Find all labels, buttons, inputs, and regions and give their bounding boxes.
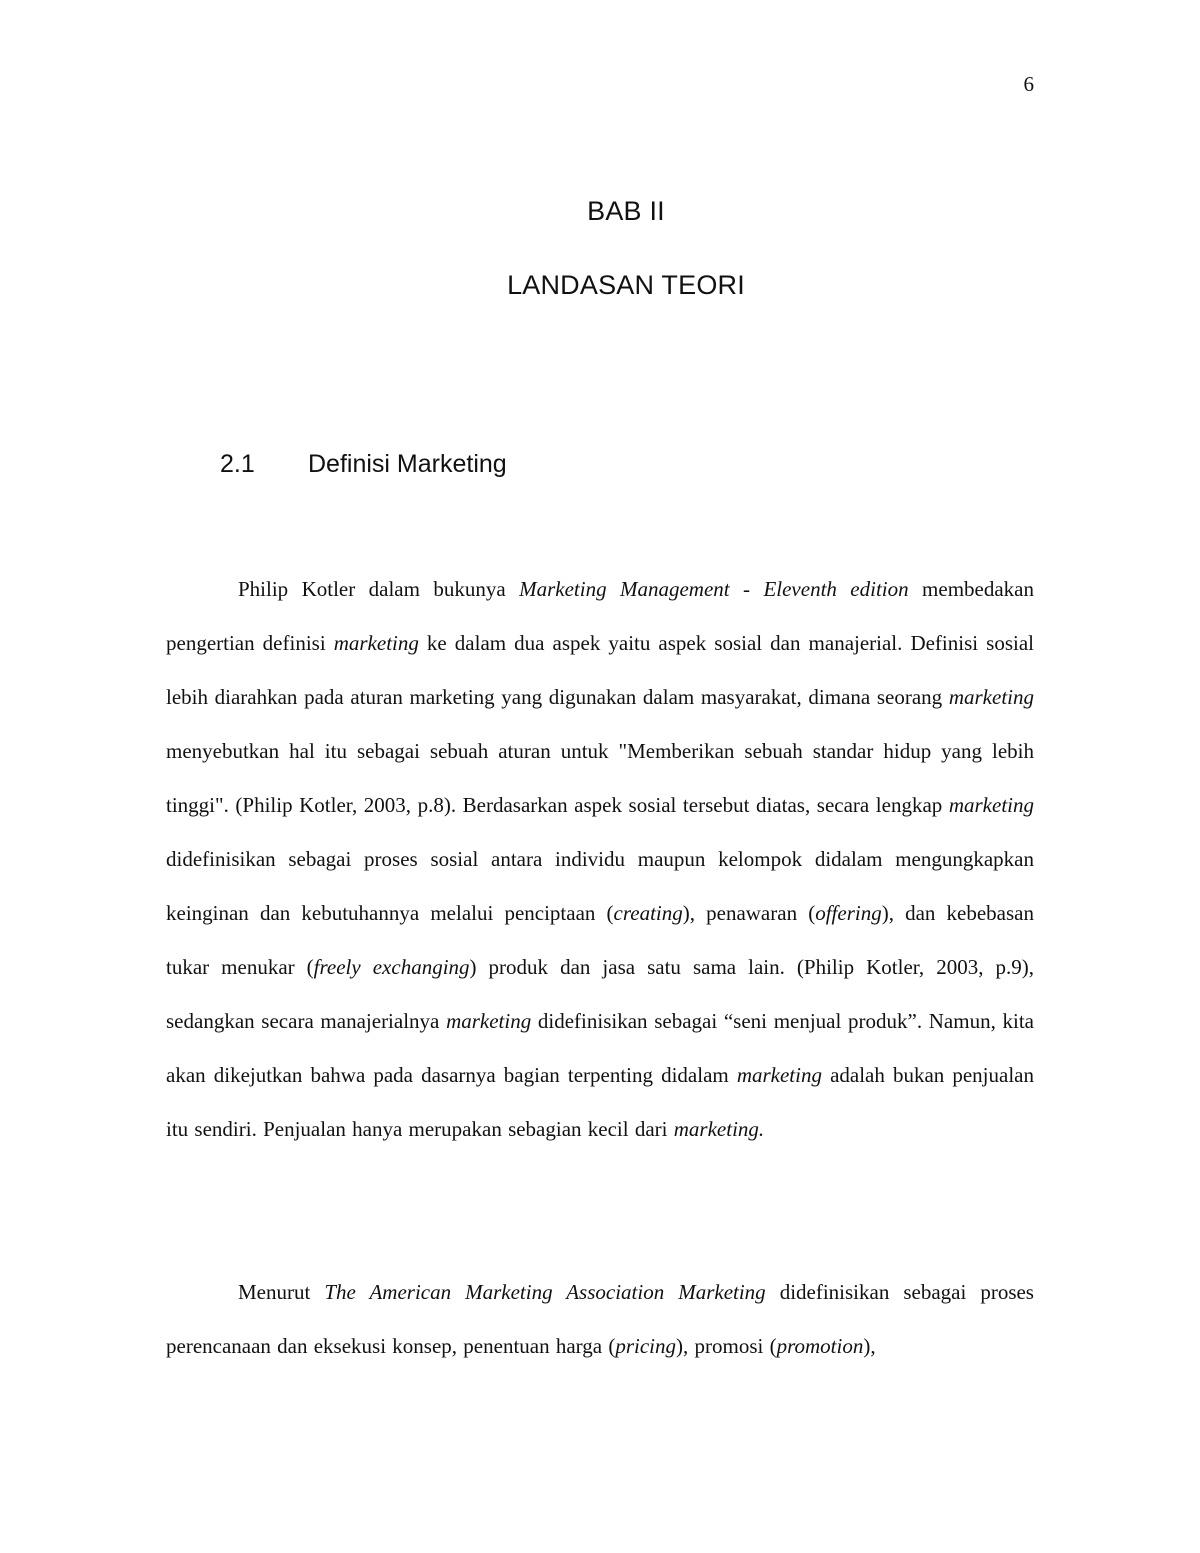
italic-term: marketing — [948, 685, 1034, 709]
section-title: Definisi Marketing — [308, 450, 507, 478]
organization-name: The American Marketing Association Marketing — [324, 1280, 766, 1304]
page-number: 6 — [1023, 72, 1034, 96]
text-run: ), — [863, 1334, 876, 1358]
section-heading — [220, 450, 507, 479]
paragraph-1-text — [166, 562, 1034, 1156]
text-run: didefinisikan sebagai “seni menjual produk”. Namun, kita akan dikejutkan bahwa pada dasarnya bagian terpenting didalam — [166, 1009, 1034, 1087]
italic-term: marketing — [948, 793, 1034, 817]
text-run: adalah bukan penjualan itu sendiri. Penjualan hanya merupakan sebagian kecil dari — [166, 1063, 1034, 1141]
text-run: membedakan pengertian definisi — [166, 577, 1035, 655]
text-run: didefinisikan sebagai proses sosial antara individu maupun kelompok didalam mengungkapkan keinginan dan kebutuhannya melalui penciptaan ( — [166, 847, 1034, 925]
text-run: didefinisikan sebagai proses perencanaan dan eksekusi konsep, penentuan harga ( — [166, 1280, 1034, 1358]
paragraph-2-text — [166, 1265, 1034, 1373]
text-run: ke dalam dua aspek yaitu aspek sosial dan manajerial. Definisi sosial lebih diarahkan pada aturan marketing yang digunakan dalam masyarakat, dimana seorang — [166, 631, 1034, 709]
text-run: ), penawaran ( — [682, 901, 816, 925]
italic-term: promotion — [776, 1334, 864, 1358]
chapter-number: BAB II — [587, 196, 665, 226]
italic-term: marketing. — [673, 1117, 765, 1141]
book-title: Marketing Management - Eleventh edition — [519, 577, 909, 601]
italic-term: freely exchanging — [313, 955, 470, 979]
paragraph-marketing-definition — [166, 562, 1034, 1156]
italic-term: marketing — [333, 631, 419, 655]
chapter-title: LANDASAN TEORI — [507, 270, 745, 300]
italic-term: pricing — [615, 1334, 677, 1358]
text-run: ), promosi ( — [676, 1334, 777, 1358]
italic-term: marketing — [736, 1063, 822, 1087]
italic-term: creating — [613, 901, 683, 925]
section-number: 2.1 — [220, 450, 255, 478]
paragraph-ama-definition — [166, 1265, 1034, 1373]
text-run: Menurut — [238, 1280, 325, 1304]
text-run: ) produk dan jasa satu sama lain. (Philip Kotler, 2003, p.9), sedangkan secara manajerialnya — [166, 955, 1034, 1033]
text-run: Philip Kotler dalam bukunya — [238, 577, 520, 601]
italic-term: marketing — [446, 1009, 532, 1033]
text-run: menyebutkan hal itu sebagai sebuah aturan untuk "Memberikan sebuah standar hidup yang lebih tinggi". (Philip Kotler, 2003, p.8). Berdasarkan aspek sosial tersebut diatas, secara lengkap — [166, 739, 1034, 817]
italic-term: offering — [815, 901, 882, 925]
text-run: ), dan kebebasan tukar menukar ( — [166, 901, 1034, 979]
